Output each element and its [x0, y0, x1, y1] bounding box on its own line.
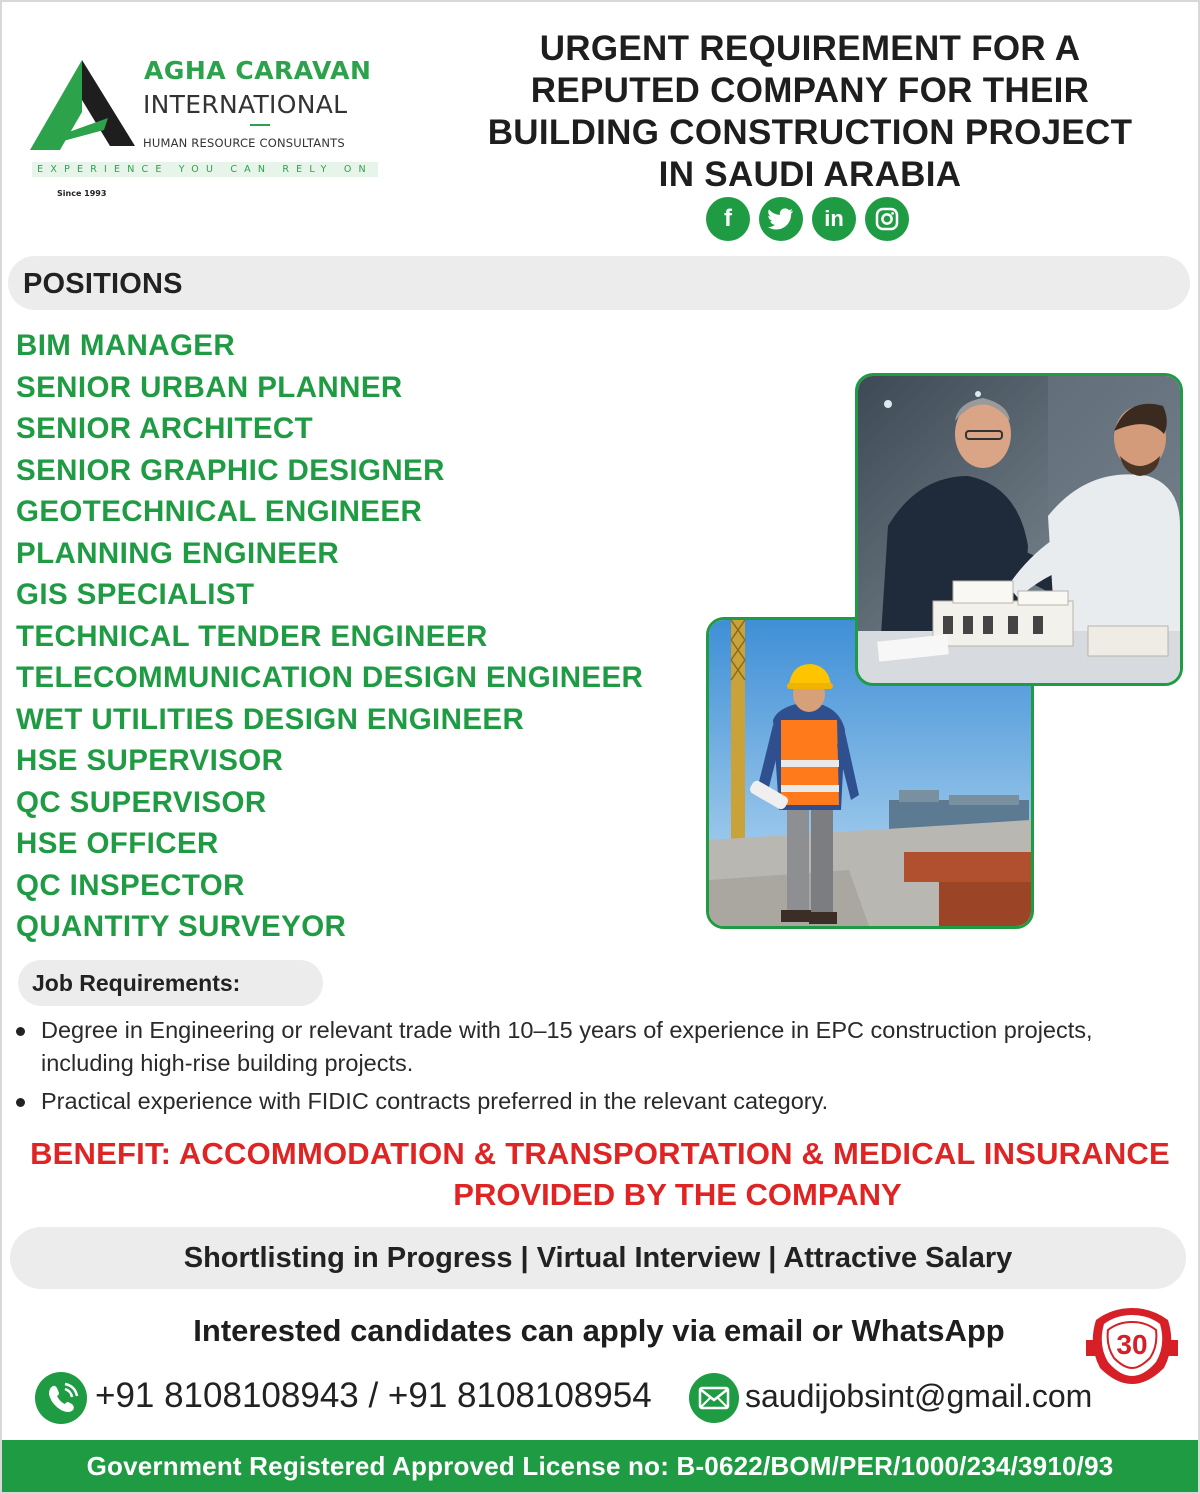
logo-brand-name: AGHA CARAVAN: [144, 56, 372, 85]
position-item: QC SUPERVISOR: [16, 785, 267, 819]
position-item: QUANTITY SURVEYOR: [16, 910, 347, 943]
position-item: SENIOR ARCHITECT: [16, 412, 314, 445]
logo-divider: [250, 124, 270, 126]
whatsapp-icon[interactable]: [35, 1372, 87, 1424]
headline-line: URGENT REQUIREMENT FOR A: [539, 29, 1081, 68]
position-item: TECHNICAL TENDER ENGINEER: [16, 619, 488, 653]
positions-list: [16, 325, 643, 948]
requirements-heading: Job Requirements:: [32, 970, 241, 996]
position-item: HSE OFFICER: [16, 827, 219, 860]
logo-since: Since 1993: [57, 189, 107, 198]
positions-heading: POSITIONS: [23, 268, 183, 300]
requirements-heading-pill: [18, 960, 323, 1006]
badge-number: 30: [1116, 1329, 1148, 1360]
headline-line: REPUTED COMPANY FOR THEIR: [530, 71, 1090, 110]
position-item: BIM MANAGER: [16, 329, 236, 362]
architects-photo: [855, 373, 1183, 686]
positions-heading-bar: [8, 256, 1190, 310]
headline-line: BUILDING CONSTRUCTION PROJECT: [487, 113, 1133, 152]
logo-brand-subname: INTERNATIONAL: [143, 90, 348, 119]
benefit-line: PROVIDED BY THE COMPANY: [453, 1177, 902, 1212]
social-links: [706, 197, 909, 241]
headline: [440, 28, 1180, 196]
position-item: WET UTILITIES DESIGN ENGINEER: [16, 702, 525, 736]
logo-descriptor: HUMAN RESOURCE CONSULTANTS: [143, 136, 345, 150]
headline-line: IN SAUDI ARABIA: [658, 155, 962, 194]
position-item: PLANNING ENGINEER: [16, 536, 340, 570]
position-item: GIS SPECIALIST: [16, 578, 255, 611]
logo-tagline: EXPERIENCE YOU CAN RELY ON: [32, 162, 378, 177]
email-icon[interactable]: [689, 1373, 739, 1423]
instagram-icon[interactable]: [865, 197, 909, 241]
info-bar: Shortlisting in Progress | Virtual Interview | Attractive Salary: [10, 1227, 1186, 1289]
apply-instructions: Interested candidates can apply via email or WhatsApp: [193, 1313, 1005, 1348]
linkedin-icon[interactable]: in: [812, 197, 856, 241]
facebook-icon[interactable]: f: [706, 197, 750, 241]
position-item: QC INSPECTOR: [16, 868, 245, 902]
company-logo: [30, 52, 382, 198]
position-item: TELECOMMUNICATION DESIGN ENGINEER: [16, 661, 644, 694]
requirement-item: Degree in Engineering or relevant trade with 10–15 years of experience in EPC construction projects, including high-rise building projects.: [16, 1014, 1136, 1080]
position-item: GEOTECHNICAL ENGINEER: [16, 495, 423, 528]
position-item: HSE SUPERVISOR: [16, 744, 284, 777]
email-address[interactable]: saudijobsint@gmail.com: [745, 1378, 1093, 1414]
phone-numbers[interactable]: +91 8108108943 / +91 8108108954: [95, 1376, 652, 1415]
license-footer: Government Registered Approved License no: B-0622/BOM/PER/1000/234/3910/93: [2, 1440, 1198, 1492]
requirements-list: [16, 1014, 1136, 1123]
benefit-block: [0, 1134, 1200, 1216]
logo-triangle-icon: [30, 60, 135, 150]
anniversary-badge: [1086, 1300, 1178, 1390]
position-item: SENIOR GRAPHIC DESIGNER: [16, 453, 445, 487]
position-item: SENIOR URBAN PLANNER: [16, 370, 403, 404]
twitter-icon[interactable]: [759, 197, 803, 241]
benefit-line: BENEFIT: ACCOMMODATION & TRANSPORTATION & MEDICAL INSURANCE: [30, 1136, 1170, 1171]
requirement-item: Practical experience with FIDIC contracts preferred in the relevant category.: [16, 1085, 1136, 1118]
